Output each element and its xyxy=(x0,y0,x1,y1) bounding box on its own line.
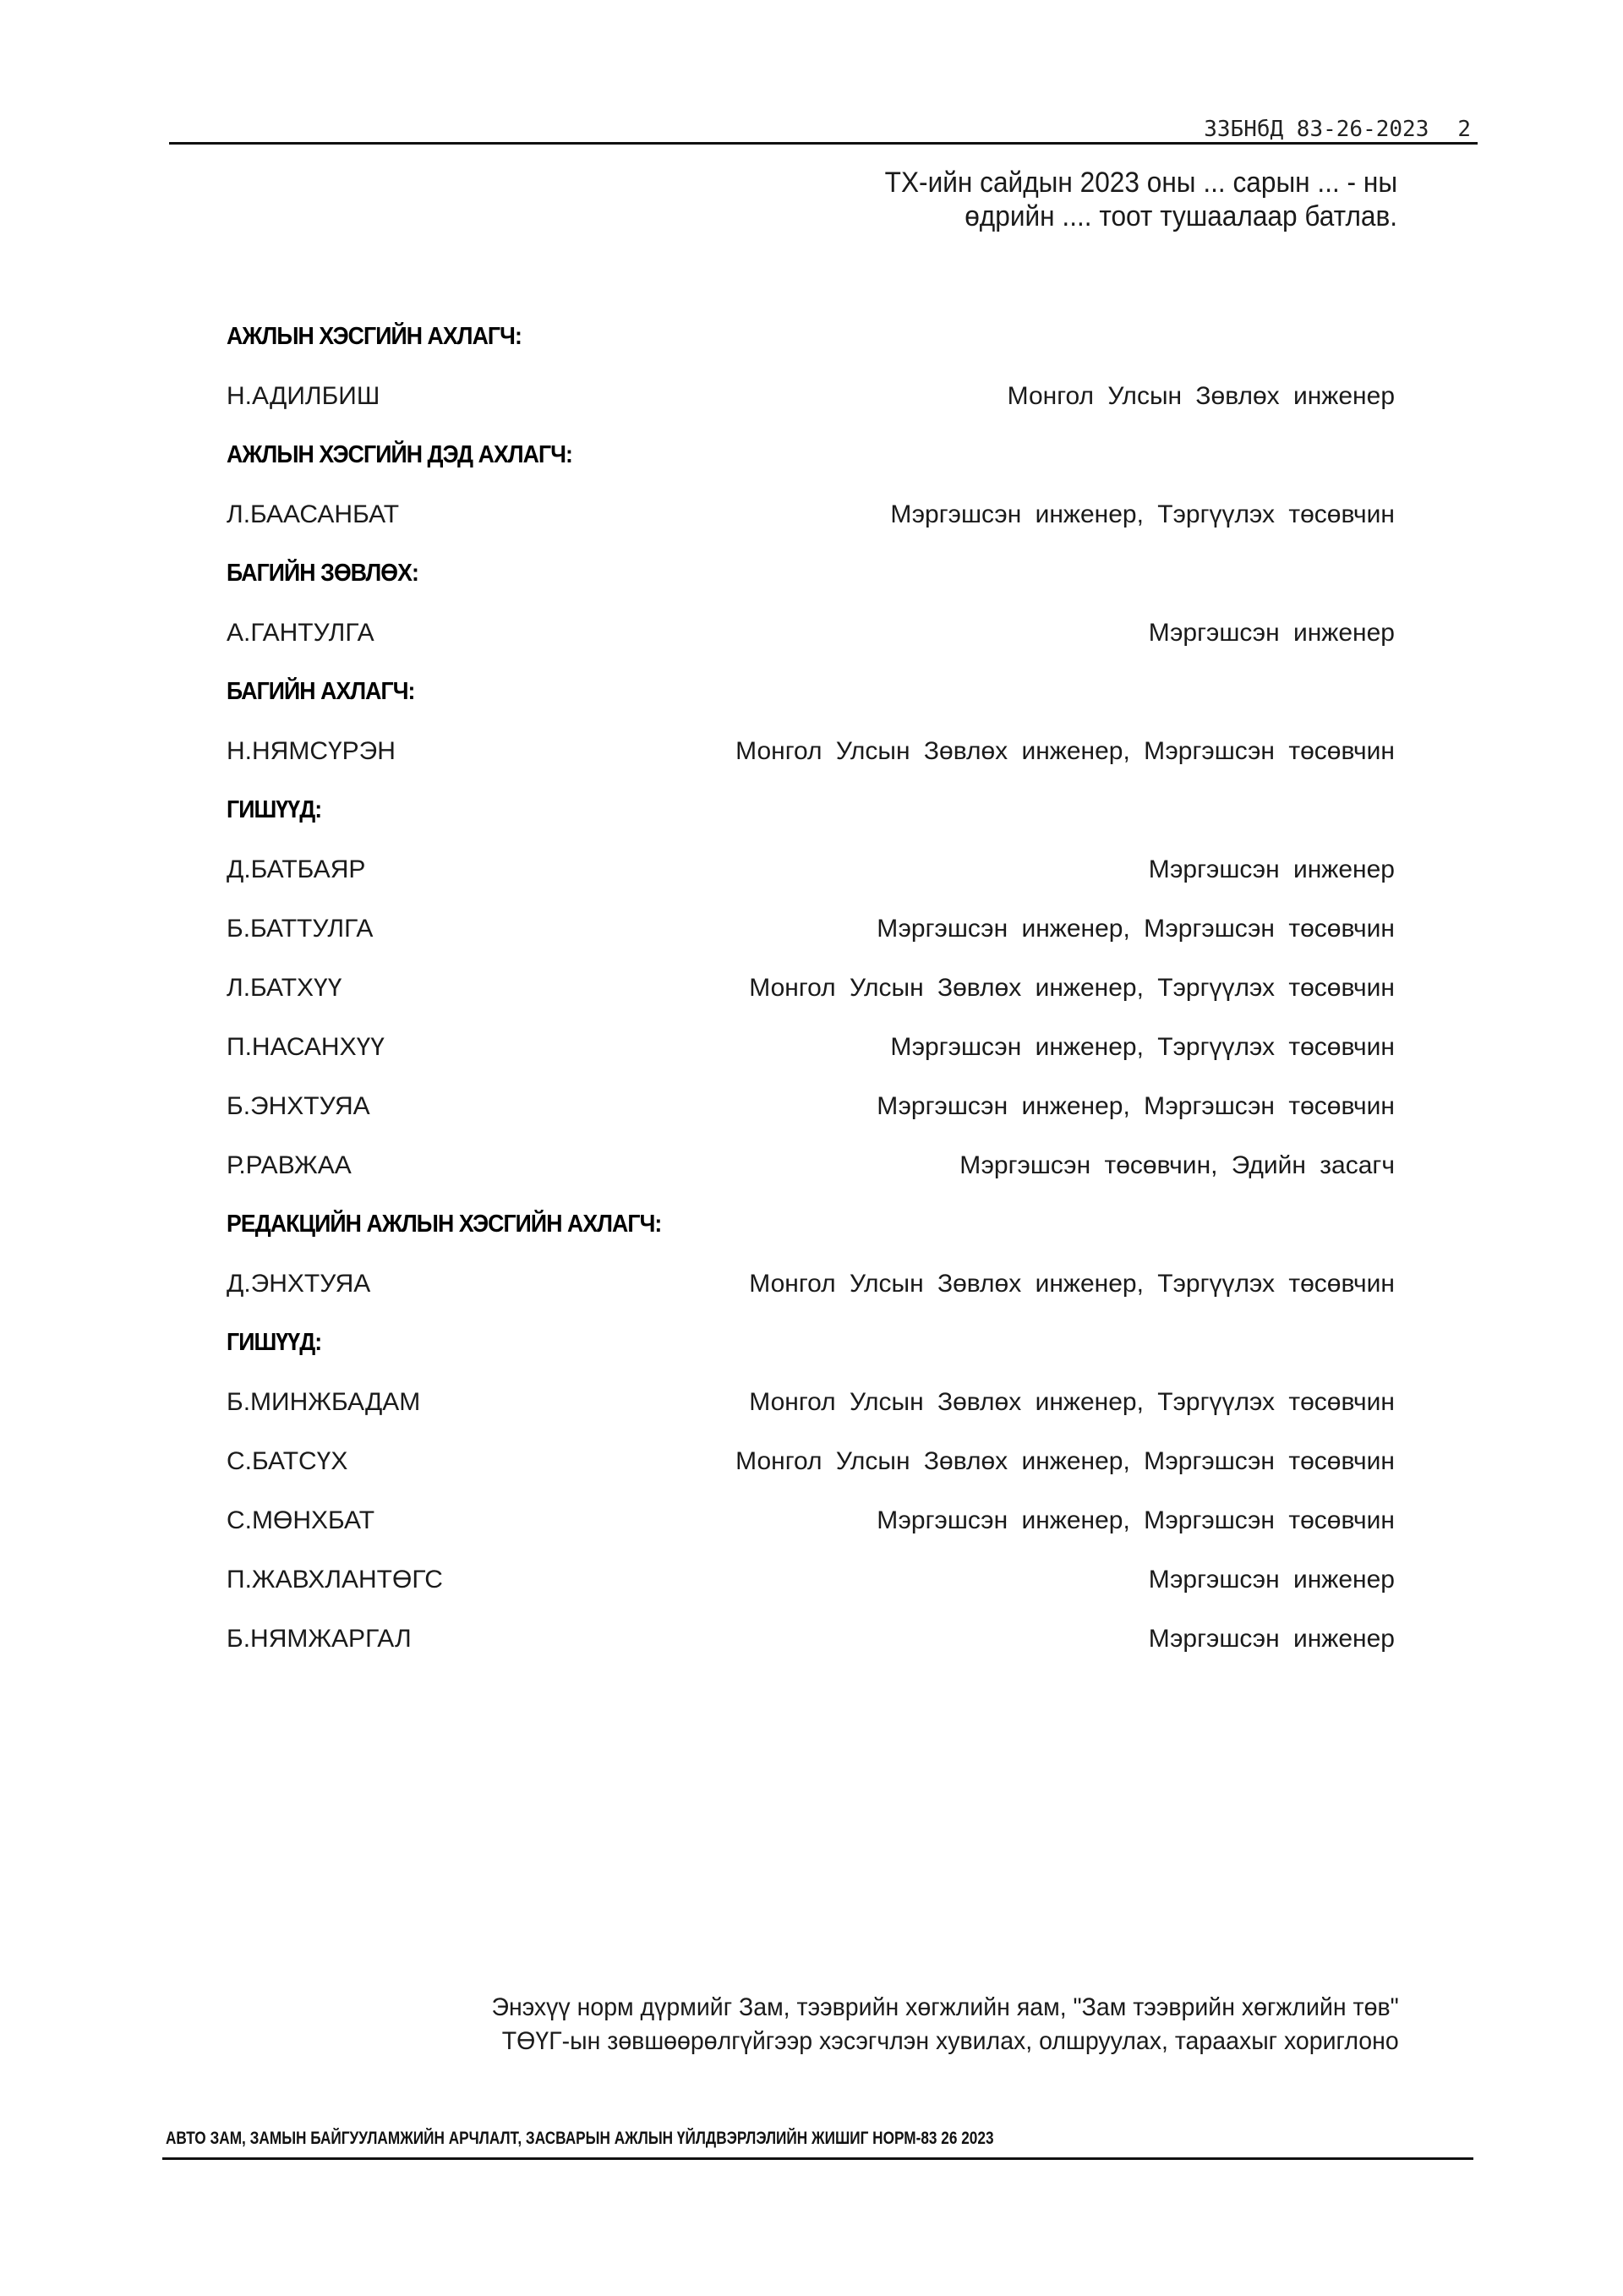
member-name: Д.ЭНХТУЯА xyxy=(227,1270,371,1298)
section-heading: БАГИЙН ЗӨВЛӨХ: xyxy=(227,560,418,587)
member-title: Мэргэшсэн инженер, Мэргэшсэн төсөвчин xyxy=(877,1092,1395,1120)
member-name: П.НАСАНХҮҮ xyxy=(227,1033,385,1061)
document-code: ЗЗБНбД 83-26-2023 xyxy=(1204,117,1429,142)
section-heading-row xyxy=(227,1211,1395,1244)
member-row xyxy=(227,500,1395,534)
member-title: Мэргэшсэн инженер xyxy=(1148,856,1395,883)
approval-line-2: өдрийн .... тоот тушаалаар батлав. xyxy=(965,200,1397,232)
member-row xyxy=(227,382,1395,416)
member-title: Мэргэшсэн инженер, Мэргэшсэн төсөвчин xyxy=(877,1506,1395,1534)
member-name: Н.АДИЛБИШ xyxy=(227,382,380,410)
notice-line-1: Энэхүү норм дүрмийг Зам, тээврийн хөгжлийн яам, "Зам тээврийн хөгжлийн төв" xyxy=(491,1993,1399,2021)
page-header xyxy=(1204,117,1471,142)
header-rule xyxy=(169,142,1478,145)
member-title: Мэргэшсэн инженер, Тэргүүлэх төсөвчин xyxy=(890,1033,1395,1061)
member-row xyxy=(227,1625,1395,1659)
member-name: Л.БААСАНБАТ xyxy=(227,500,400,528)
section-heading: РЕДАКЦИЙН АЖЛЫН ХЭСГИЙН АХЛАГЧ: xyxy=(227,1211,662,1238)
member-name: А.ГАНТУЛГА xyxy=(227,619,374,647)
section-heading-row xyxy=(227,560,1395,593)
member-row xyxy=(227,1092,1395,1126)
member-row xyxy=(227,856,1395,889)
member-title: Монгол Улсын Зөвлөх инженер, Тэргүүлэх төсөвчин xyxy=(749,1270,1395,1298)
section-heading: ГИШҮҮД: xyxy=(227,796,322,823)
section-heading-row xyxy=(227,323,1395,357)
member-title: Монгол Улсын Зөвлөх инженер, Мэргэшсэн төсөвчин xyxy=(735,1447,1395,1475)
member-row xyxy=(227,1506,1395,1540)
member-title: Монгол Улсын Зөвлөх инженер, Мэргэшсэн төсөвчин xyxy=(735,737,1395,765)
member-row xyxy=(227,915,1395,948)
section-heading-row xyxy=(227,1329,1395,1363)
member-title: Мэргэшсэн инженер, Тэргүүлэх төсөвчин xyxy=(890,500,1395,528)
member-title: Монгол Улсын Зөвлөх инженер, Тэргүүлэх төсөвчин xyxy=(749,974,1395,1002)
member-title: Монгол Улсын Зөвлөх инженер, Тэргүүлэх төсөвчин xyxy=(749,1388,1395,1416)
member-name: Д.БАТБАЯР xyxy=(227,856,366,883)
member-name: Б.БАТТУЛГА xyxy=(227,915,374,943)
member-name: С.БАТСҮХ xyxy=(227,1447,348,1475)
section-heading: ГИШҮҮД: xyxy=(227,1329,322,1356)
member-title: Монгол Улсын Зөвлөх инженер xyxy=(1007,382,1395,410)
page-number: 2 xyxy=(1457,117,1471,142)
member-title: Мэргэшсэн төсөвчин, Эдийн засагч xyxy=(959,1151,1395,1179)
member-row xyxy=(227,1033,1395,1067)
member-name: Б.МИНЖБАДАМ xyxy=(227,1388,421,1416)
notice-line-2: ТӨҮГ-ын зөвшөөрөлгүйгээр хэсэгчлэн хувилах, олшруулах, тараахыг хориглоно xyxy=(502,2027,1399,2055)
member-row xyxy=(227,974,1395,1008)
member-title: Мэргэшсэн инженер xyxy=(1148,619,1395,647)
section-heading-row xyxy=(227,796,1395,830)
member-name: Р.РАВЖАА xyxy=(227,1151,352,1179)
section-heading-row xyxy=(227,678,1395,712)
member-row xyxy=(227,1270,1395,1304)
member-title: Мэргэшсэн инженер xyxy=(1148,1566,1395,1594)
member-name: Б.ЭНХТУЯА xyxy=(227,1092,370,1120)
section-heading: АЖЛЫН ХЭСГИЙН ДЭД АХЛАГЧ: xyxy=(227,441,572,468)
approval-statement xyxy=(885,166,1397,233)
section-heading: БАГИЙН АХЛАГЧ: xyxy=(227,678,415,705)
member-row xyxy=(227,1447,1395,1481)
member-row xyxy=(227,737,1395,771)
member-name: С.МӨНХБАТ xyxy=(227,1506,375,1534)
footer-rule xyxy=(162,2157,1473,2160)
section-heading-row xyxy=(227,441,1395,475)
member-title: Мэргэшсэн инженер xyxy=(1148,1625,1395,1653)
approval-line-1: ТХ-ийн сайдын 2023 оны ... сарын ... - ны xyxy=(884,167,1397,199)
copyright-notice xyxy=(492,1991,1399,2058)
member-name: П.ЖАВХЛАНТӨГС xyxy=(227,1566,443,1594)
member-title: Мэргэшсэн инженер, Мэргэшсэн төсөвчин xyxy=(877,915,1395,943)
section-heading: АЖЛЫН ХЭСГИЙН АХЛАГЧ: xyxy=(227,323,522,350)
member-name: Л.БАТХҮҮ xyxy=(227,974,342,1002)
member-name: Н.НЯМСҮРЭН xyxy=(227,737,396,765)
member-row xyxy=(227,1151,1395,1185)
member-row xyxy=(227,1566,1395,1599)
member-row xyxy=(227,1388,1395,1422)
member-row xyxy=(227,619,1395,653)
member-name: Б.НЯМЖАРГАЛ xyxy=(227,1625,412,1653)
running-footer-title: АВТО ЗАМ, ЗАМЫН БАЙГУУЛАМЖИЙН АРЧЛАЛТ, ЗАСВАРЫН АЖЛЫН ҮЙЛДВЭРЛЭЛИЙН ЖИШИГ НОРМ-83 26 2023 xyxy=(166,2129,994,2148)
